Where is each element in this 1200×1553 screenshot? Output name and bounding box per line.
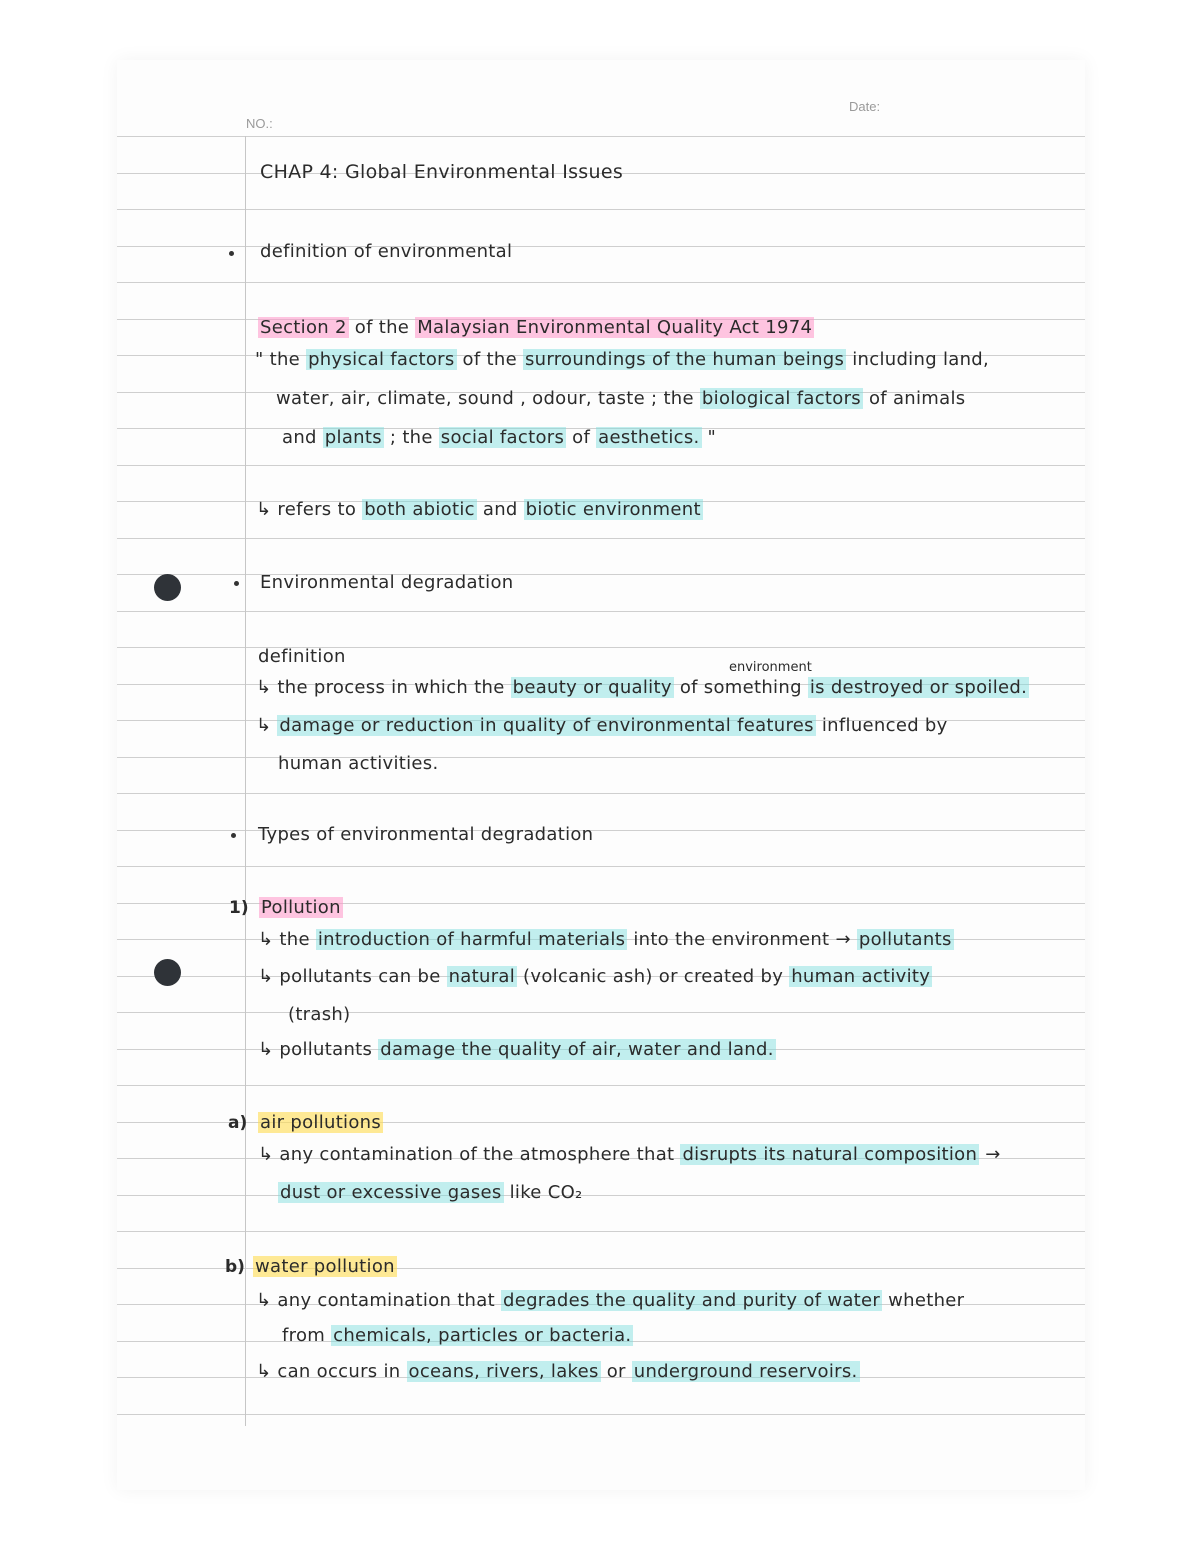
list-marker: 1) <box>229 898 249 918</box>
quote-line-1: " the physical factors of the surroundings of the human beings including land, <box>255 349 990 370</box>
ruled-line <box>117 209 1085 210</box>
section-heading: Types of environmental degradation <box>258 824 594 845</box>
pollution-label: Pollution <box>261 897 341 918</box>
ruled-line <box>117 866 1085 867</box>
bullet <box>234 581 239 586</box>
ruled-line <box>117 793 1085 794</box>
list-marker: a) <box>228 1113 248 1133</box>
water-line-1: ↳ any contamination that degrades the quality and purity of water whether <box>256 1290 965 1311</box>
water-line-2: from chemicals, particles or bacteria. <box>282 1325 632 1346</box>
page-title: CHAP 4: Global Environmental Issues <box>260 161 624 183</box>
definition-label: definition <box>258 646 346 667</box>
quote-line-3: and plants ; the social factors of aesthetics. " <box>282 427 717 448</box>
bullet <box>231 833 236 838</box>
ruled-line <box>117 538 1085 539</box>
definition-line-1: ↳ the process in which the beauty or quality of something is destroyed or spoiled. <box>256 677 1028 698</box>
air-pollution-label: air pollutions <box>260 1112 382 1133</box>
quote-line-2: water, air, climate, sound , odour, taste ; the biological factors of animals <box>276 388 966 409</box>
ruled-line <box>117 1231 1085 1232</box>
ruled-line <box>117 1012 1085 1013</box>
refers-line: ↳ refers to both abiotic and biotic environment <box>256 499 701 520</box>
ruled-line <box>117 136 1085 137</box>
ruled-line <box>117 611 1085 612</box>
ruled-line <box>117 282 1085 283</box>
ruled-line <box>117 1414 1085 1415</box>
list-marker: b) <box>225 1257 245 1277</box>
binder-hole <box>154 959 181 986</box>
ruled-line <box>117 757 1085 758</box>
air-line-1: ↳ any contamination of the atmosphere that disrupts its natural composition → <box>258 1144 1001 1165</box>
act-line: Section 2 of the Malaysian Environmental Quality Act 1974 <box>260 317 813 338</box>
bullet <box>229 251 234 256</box>
section-heading: definition of environmental <box>260 241 513 262</box>
pollution-line-2: ↳ pollutants can be natural (volcanic ash) or created by human activity <box>258 966 931 987</box>
inserted-word: environment <box>729 660 812 675</box>
section-heading: Environmental degradation <box>260 572 514 593</box>
definition-line-3: human activities. <box>278 753 439 774</box>
margin-line <box>245 136 246 1426</box>
date-label: Date: <box>849 99 881 114</box>
pollution-line-1: ↳ the introduction of harmful materials into the environment → pollutants <box>258 929 952 950</box>
pollution-line-4: ↳ pollutants damage the quality of air, water and land. <box>258 1039 774 1060</box>
pollution-line-3: (trash) <box>288 1004 351 1025</box>
ruled-line <box>117 1195 1085 1196</box>
definition-line-2: ↳ damage or reduction in quality of environmental features influenced by <box>256 715 948 736</box>
binder-hole <box>154 574 181 601</box>
water-line-3: ↳ can occurs in oceans, rivers, lakes or underground reservoirs. <box>256 1361 858 1382</box>
water-pollution-label: water pollution <box>255 1256 395 1277</box>
ruled-line <box>117 1085 1085 1086</box>
no-label: NO.: <box>246 116 273 131</box>
air-line-2: dust or excessive gases like CO₂ <box>280 1182 583 1203</box>
ruled-line <box>117 465 1085 466</box>
